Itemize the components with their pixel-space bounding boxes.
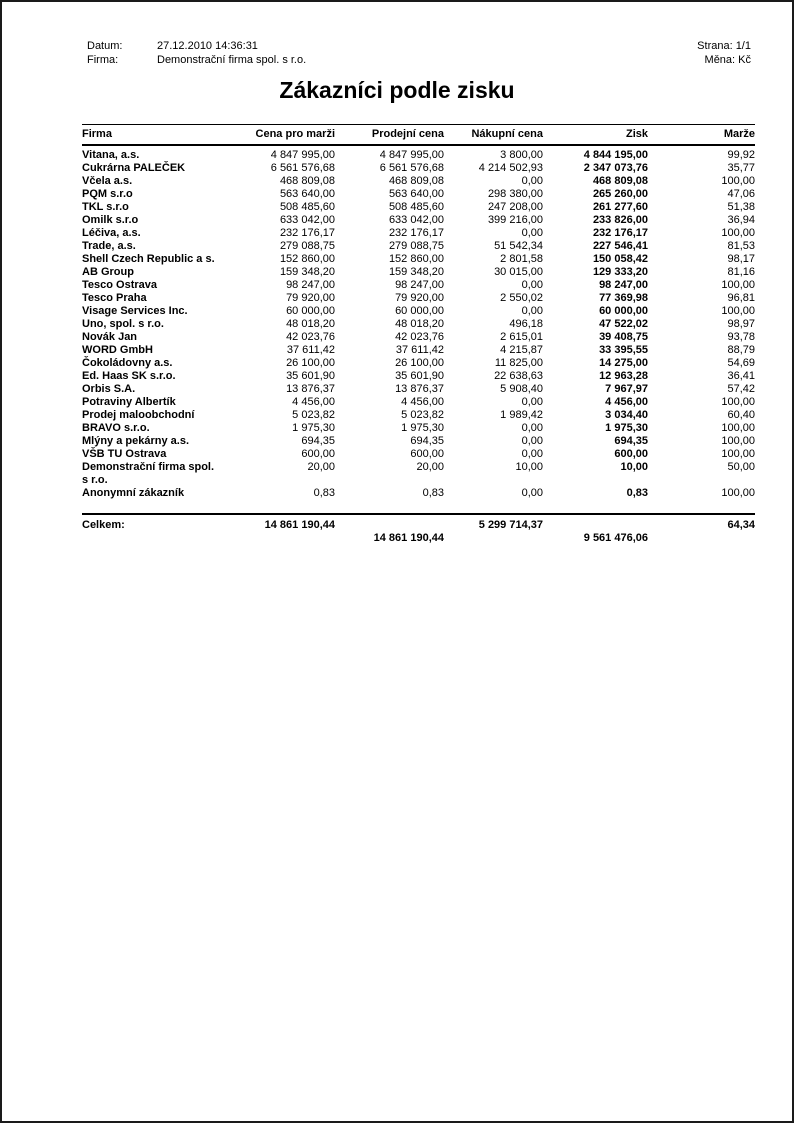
cell-zisk: 0,83	[626, 487, 648, 499]
cell-nakupni-cena: 247 208,00	[487, 201, 543, 213]
cell-prodejni-cena: 6 561 576,68	[379, 162, 444, 174]
cell-cena-pro-marzi: 694,35	[301, 435, 335, 447]
cell-zisk: 4 456,00	[605, 396, 648, 408]
cell-firma: BRAVO s.r.o.	[82, 422, 150, 434]
totals-empty-cell	[220, 532, 335, 545]
cell-zisk: 129 333,20	[592, 266, 648, 278]
table-row	[82, 227, 755, 240]
cell-zisk: 77 369,98	[599, 292, 648, 304]
cell-nakupni-cena: 0,00	[521, 435, 543, 447]
cell-marze: 35,77	[727, 162, 755, 174]
cell-firma: Anonymní zákazník	[82, 487, 185, 499]
cell-prodejni-cena: 20,00	[416, 461, 444, 473]
table-header-row	[82, 125, 755, 146]
table-row	[82, 253, 755, 266]
col-header-firma: Firma	[82, 125, 220, 146]
cell-marze: 99,92	[727, 149, 755, 161]
cell-nakupni-cena: 22 638,63	[494, 370, 543, 382]
table-row	[82, 422, 755, 435]
table-body	[82, 145, 755, 514]
cell-nakupni-cena: 2 615,01	[500, 331, 543, 343]
cell-cena-pro-marzi: 152 860,00	[279, 253, 335, 265]
cell-cena-pro-marzi: 4 456,00	[292, 396, 335, 408]
cell-marze: 100,00	[721, 227, 755, 239]
cell-firma: Orbis S.A.	[82, 383, 136, 395]
cell-firma: AB Group	[82, 266, 134, 278]
cell-nakupni-cena: 10,00	[515, 461, 543, 473]
cell-prodejni-cena: 48 018,20	[395, 318, 444, 330]
cell-zisk: 47 522,02	[599, 318, 648, 330]
datum-label: Datum:	[87, 40, 123, 52]
cell-nakupni-cena: 399 216,00	[487, 214, 543, 226]
cell-marze: 100,00	[721, 487, 755, 499]
cell-firma: Demonstrační firma spol. s r.o.	[82, 461, 215, 486]
cell-cena-pro-marzi: 4 847 995,00	[270, 149, 335, 161]
cell-cena-pro-marzi: 279 088,75	[279, 240, 335, 252]
cell-cena-pro-marzi: 1 975,30	[292, 422, 335, 434]
cell-zisk: 232 176,17	[592, 227, 648, 239]
cell-zisk: 1 975,30	[605, 422, 648, 434]
cell-firma: Vitana, a.s.	[82, 149, 140, 161]
total-marze: 64,34	[648, 514, 755, 532]
table-wrap	[82, 124, 755, 545]
cell-cena-pro-marzi: 6 561 576,68	[270, 162, 335, 174]
cell-marze: 100,00	[721, 305, 755, 317]
firma-value: Demonstrační firma spol. s r.o.	[157, 54, 307, 66]
cell-prodejni-cena: 4 847 995,00	[379, 149, 444, 161]
table-row	[82, 435, 755, 448]
table-row	[82, 266, 755, 279]
cell-cena-pro-marzi: 26 100,00	[286, 357, 335, 369]
cell-cena-pro-marzi: 98 247,00	[286, 279, 335, 291]
cell-firma: Novák Jan	[82, 331, 138, 343]
col-header-zisk: Zisk	[543, 125, 648, 146]
page-number: Strana: 1/1	[697, 40, 751, 52]
cell-prodejni-cena: 37 611,42	[395, 344, 444, 356]
cell-nakupni-cena: 30 015,00	[494, 266, 543, 278]
cell-cena-pro-marzi: 48 018,20	[286, 318, 335, 330]
cell-marze: 57,42	[727, 383, 755, 395]
report-meta-left	[87, 39, 306, 67]
cell-nakupni-cena: 0,00	[521, 422, 543, 434]
table-row	[82, 344, 755, 357]
cell-firma: WORD GmbH	[82, 344, 153, 356]
cell-firma: Omilk s.r.o	[82, 214, 139, 226]
cell-nakupni-cena: 1 989,42	[500, 409, 543, 421]
cell-nakupni-cena: 2 550,02	[500, 292, 543, 304]
cell-firma: Včela a.s.	[82, 175, 133, 187]
table-row	[82, 487, 755, 514]
cell-cena-pro-marzi: 232 176,17	[279, 227, 335, 239]
cell-marze: 100,00	[721, 435, 755, 447]
table-row	[82, 201, 755, 214]
cell-prodejni-cena: 13 876,37	[395, 383, 444, 395]
cell-nakupni-cena: 0,00	[521, 227, 543, 239]
cell-nakupni-cena: 2 801,58	[500, 253, 543, 265]
cell-marze: 36,41	[727, 370, 755, 382]
cell-nakupni-cena: 4 215,87	[500, 344, 543, 356]
cell-zisk: 227 546,41	[592, 240, 648, 252]
table-row	[82, 318, 755, 331]
cell-nakupni-cena: 0,00	[521, 305, 543, 317]
table-row	[82, 188, 755, 201]
cell-zisk: 233 826,00	[592, 214, 648, 226]
meta-firma	[87, 53, 306, 67]
cell-marze: 54,69	[727, 357, 755, 369]
cell-prodejni-cena: 508 485,60	[388, 201, 444, 213]
table-row	[82, 396, 755, 409]
cell-nakupni-cena: 298 380,00	[487, 188, 543, 200]
table-row	[82, 240, 755, 253]
cell-firma: Tesco Praha	[82, 292, 147, 304]
cell-firma: Cukrárna PALEČEK	[82, 162, 186, 174]
table-row	[82, 145, 755, 162]
total-cena-pro-marzi: 14 861 190,44	[220, 514, 335, 532]
cell-firma: Čokoládovny a.s.	[82, 357, 173, 369]
cell-prodejni-cena: 468 809,08	[388, 175, 444, 187]
cell-cena-pro-marzi: 13 876,37	[286, 383, 335, 395]
table-row	[82, 370, 755, 383]
totals-empty-cell	[543, 514, 648, 532]
cell-zisk: 60 000,00	[599, 305, 648, 317]
cell-marze: 100,00	[721, 175, 755, 187]
table-row	[82, 383, 755, 396]
cell-cena-pro-marzi: 60 000,00	[286, 305, 335, 317]
cell-zisk: 694,35	[614, 435, 648, 447]
table-row	[82, 461, 755, 487]
cell-marze: 93,78	[727, 331, 755, 343]
cell-cena-pro-marzi: 20,00	[307, 461, 335, 473]
col-header-cena-pro-marzi: Cena pro marži	[220, 125, 335, 146]
cell-cena-pro-marzi: 42 023,76	[286, 331, 335, 343]
cell-nakupni-cena: 0,00	[521, 396, 543, 408]
cell-zisk: 150 058,42	[592, 253, 648, 265]
cell-marze: 100,00	[721, 422, 755, 434]
cell-prodejni-cena: 694,35	[410, 435, 444, 447]
cell-prodejni-cena: 0,83	[422, 487, 444, 499]
totals-row-2	[82, 532, 755, 545]
cell-marze: 51,38	[727, 201, 755, 213]
cell-marze: 81,53	[727, 240, 755, 252]
cell-marze: 100,00	[721, 279, 755, 291]
cell-marze: 98,17	[727, 253, 755, 265]
cell-nakupni-cena: 0,00	[521, 279, 543, 291]
cell-nakupni-cena: 0,00	[521, 487, 543, 499]
cell-prodejni-cena: 600,00	[410, 448, 444, 460]
cell-zisk: 2 347 073,76	[583, 162, 648, 174]
cell-zisk: 265 260,00	[592, 188, 648, 200]
cell-zisk: 600,00	[614, 448, 648, 460]
total-nakupni-cena: 5 299 714,37	[444, 514, 543, 532]
cell-zisk: 261 277,60	[592, 201, 648, 213]
table-row	[82, 292, 755, 305]
cell-nakupni-cena: 4 214 502,93	[478, 162, 543, 174]
cell-cena-pro-marzi: 35 601,90	[286, 370, 335, 382]
table-row	[82, 162, 755, 175]
cell-prodejni-cena: 1 975,30	[401, 422, 444, 434]
totals-empty-cell	[335, 514, 444, 532]
col-header-marze: Marže	[648, 125, 755, 146]
table-row	[82, 279, 755, 292]
table-row	[82, 214, 755, 227]
cell-prodejni-cena: 4 456,00	[401, 396, 444, 408]
cell-cena-pro-marzi: 600,00	[301, 448, 335, 460]
cell-firma: Trade, a.s.	[82, 240, 136, 252]
cell-zisk: 10,00	[620, 461, 648, 473]
cell-marze: 50,00	[727, 461, 755, 473]
cell-nakupni-cena: 11 825,00	[494, 357, 543, 369]
cell-zisk: 33 395,55	[599, 344, 648, 356]
cell-zisk: 468 809,08	[592, 175, 648, 187]
cell-marze: 36,94	[727, 214, 755, 226]
cell-firma: VŠB TU Ostrava	[82, 448, 167, 460]
cell-firma: Mlýny a pekárny a.s.	[82, 435, 189, 447]
datum-value: 27.12.2010 14:36:31	[157, 40, 258, 52]
cell-prodejni-cena: 26 100,00	[395, 357, 444, 369]
totals-label: Celkem:	[82, 514, 220, 532]
cell-marze: 98,97	[727, 318, 755, 330]
cell-zisk: 12 963,28	[599, 370, 648, 382]
cell-firma: Potraviny Albertík	[82, 396, 176, 408]
cell-cena-pro-marzi: 468 809,08	[279, 175, 335, 187]
cell-prodejni-cena: 60 000,00	[395, 305, 444, 317]
cell-cena-pro-marzi: 508 485,60	[279, 201, 335, 213]
cell-marze: 100,00	[721, 396, 755, 408]
col-header-nakupni-cena: Nákupní cena	[444, 125, 543, 146]
totals-row-1	[82, 514, 755, 532]
cell-cena-pro-marzi: 563 640,00	[279, 188, 335, 200]
cell-zisk: 7 967,97	[605, 383, 648, 395]
report-title: Zákazníci podle zisku	[279, 77, 515, 103]
cell-cena-pro-marzi: 159 348,20	[279, 266, 335, 278]
cell-cena-pro-marzi: 633 042,00	[279, 214, 335, 226]
cell-firma: Ed. Haas SK s.r.o.	[82, 370, 176, 382]
cell-firma: Visage Services Inc.	[82, 305, 188, 317]
totals-empty-cell	[648, 532, 755, 545]
total-zisk: 9 561 476,06	[583, 532, 648, 544]
cell-zisk: 14 275,00	[599, 357, 648, 369]
table-row	[82, 305, 755, 318]
total-prodejni-cena: 14 861 190,44	[373, 532, 444, 544]
profit-table	[82, 124, 755, 545]
cell-prodejni-cena: 159 348,20	[388, 266, 444, 278]
cell-zisk: 98 247,00	[599, 279, 648, 291]
currency: Měna: Kč	[704, 54, 751, 66]
cell-marze: 81,16	[727, 266, 755, 278]
cell-zisk: 3 034,40	[605, 409, 648, 421]
cell-marze: 96,81	[727, 292, 755, 304]
cell-marze: 60,40	[727, 409, 755, 421]
cell-cena-pro-marzi: 0,83	[313, 487, 335, 499]
meta-datum	[87, 39, 306, 53]
cell-firma: Prodej maloobchodní	[82, 409, 195, 421]
cell-marze: 47,06	[727, 188, 755, 200]
cell-firma: PQM s.r.o	[82, 188, 133, 200]
cell-cena-pro-marzi: 5 023,82	[292, 409, 335, 421]
cell-prodejni-cena: 232 176,17	[388, 227, 444, 239]
cell-prodejni-cena: 98 247,00	[395, 279, 444, 291]
cell-zisk: 4 844 195,00	[583, 149, 648, 161]
cell-prodejni-cena: 79 920,00	[395, 292, 444, 304]
cell-prodejni-cena: 279 088,75	[388, 240, 444, 252]
cell-nakupni-cena: 0,00	[521, 175, 543, 187]
table-row	[82, 409, 755, 422]
totals-empty-cell	[82, 532, 220, 545]
cell-prodejni-cena: 633 042,00	[388, 214, 444, 226]
cell-firma: TKL s.r.o	[82, 201, 129, 213]
cell-firma: Shell Czech Republic a s.	[82, 253, 215, 265]
report-meta-right	[697, 39, 751, 67]
totals-empty-cell	[444, 532, 543, 545]
table-row	[82, 331, 755, 344]
table-row	[82, 175, 755, 188]
cell-prodejni-cena: 42 023,76	[395, 331, 444, 343]
cell-nakupni-cena: 51 542,34	[494, 240, 543, 252]
cell-prodejni-cena: 152 860,00	[388, 253, 444, 265]
cell-firma: Tesco Ostrava	[82, 279, 158, 291]
cell-zisk: 39 408,75	[599, 331, 648, 343]
cell-firma: Uno, spol. s r.o.	[82, 318, 164, 330]
cell-prodejni-cena: 563 640,00	[388, 188, 444, 200]
table-row	[82, 357, 755, 370]
cell-marze: 88,79	[727, 344, 755, 356]
cell-firma: Léčiva, a.s.	[82, 227, 141, 239]
cell-cena-pro-marzi: 79 920,00	[286, 292, 335, 304]
firma-label: Firma:	[87, 54, 119, 66]
table-row	[82, 448, 755, 461]
cell-cena-pro-marzi: 37 611,42	[286, 344, 335, 356]
cell-nakupni-cena: 496,18	[509, 318, 543, 330]
cell-prodejni-cena: 35 601,90	[395, 370, 444, 382]
cell-prodejni-cena: 5 023,82	[401, 409, 444, 421]
cell-nakupni-cena: 3 800,00	[500, 149, 543, 161]
cell-nakupni-cena: 0,00	[521, 448, 543, 460]
cell-marze: 100,00	[721, 448, 755, 460]
col-header-prodejni-cena: Prodejní cena	[335, 125, 444, 146]
cell-nakupni-cena: 5 908,40	[500, 383, 543, 395]
